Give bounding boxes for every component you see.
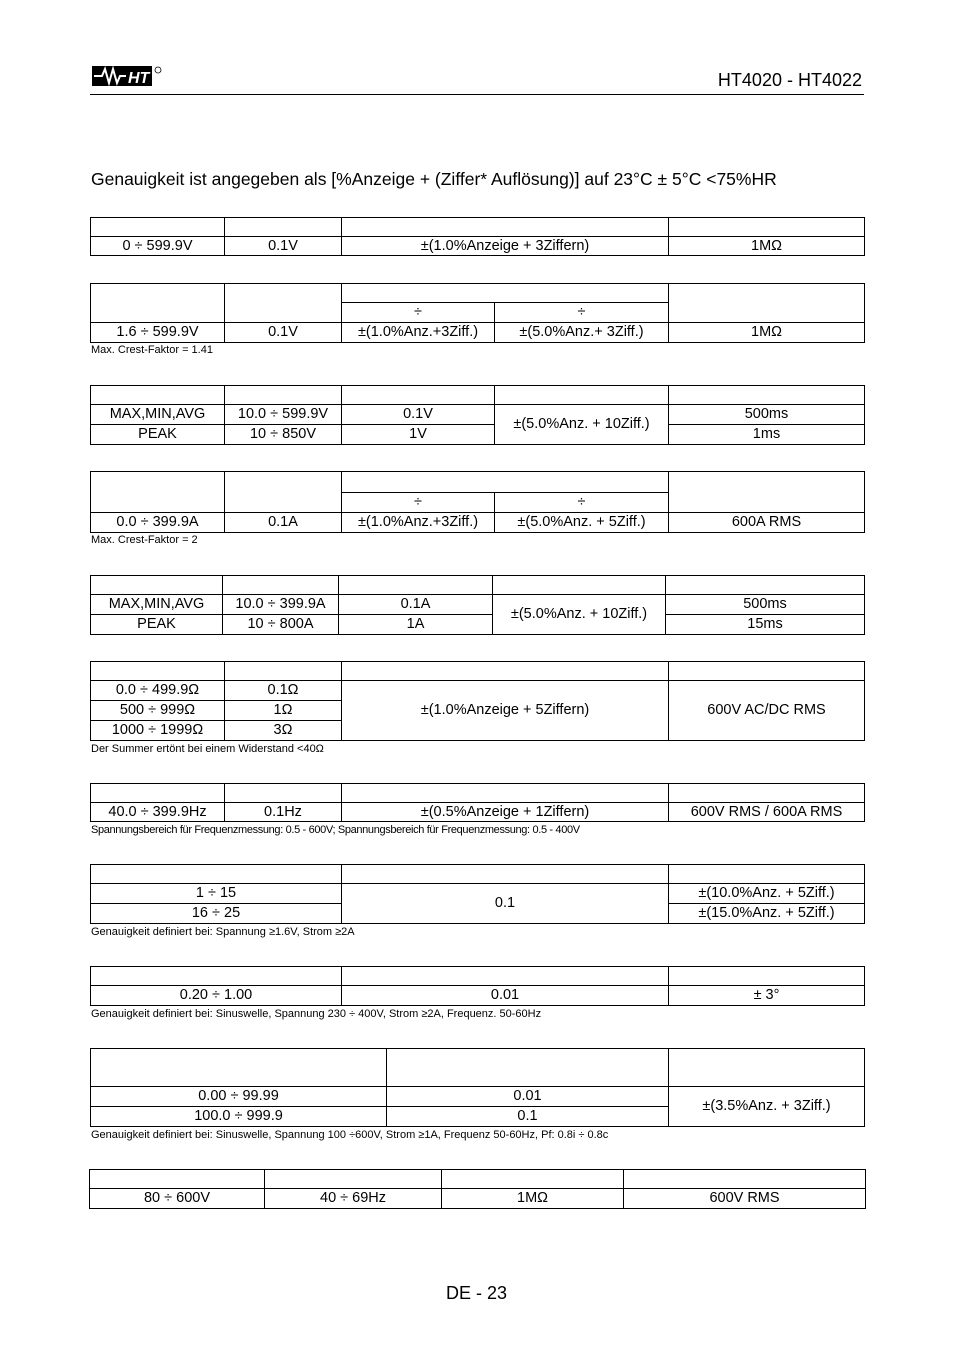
range-cell: 0.0 ÷ 399.9A [91, 513, 225, 533]
protection-cell: 600V RMS [624, 1189, 866, 1209]
header-cell [342, 967, 669, 986]
header-cell [91, 967, 342, 986]
range-cell: 0 ÷ 599.9V [91, 237, 225, 256]
resolution-cell: 0.1V [225, 323, 342, 343]
accuracy-cell: ±(10.0%Anz. + 5Ziff.) [669, 884, 865, 904]
resolution-cell: 0.1V [225, 237, 342, 256]
function-cell: PEAK [91, 615, 223, 635]
impedance-cell: 1MΩ [669, 237, 865, 256]
header-cell [91, 472, 225, 513]
header-cell [339, 576, 493, 595]
header-cell [493, 576, 666, 595]
power-note: Genauigkeit definiert bei: Sinuswelle, Spannung 100 ÷600V, Strom ≥1A, Frequenz 50-60Hz, Pf: 0.8i ÷ 0.8c [91, 1129, 609, 1141]
ht-logo [92, 62, 170, 90]
header-cell [669, 1049, 865, 1087]
accuracy-cell: ±(3.5%Anz. + 3Ziff.) [669, 1087, 865, 1127]
function-cell: PEAK [91, 425, 225, 445]
header-cell [91, 386, 225, 405]
range-cell: 100.0 ÷ 999.9 [91, 1107, 387, 1127]
header-cell [225, 662, 342, 681]
frequency-range-cell: ÷ [342, 493, 495, 513]
header-cell [669, 386, 865, 405]
harmonics-table [90, 864, 865, 924]
crest-factor-note: Max. Crest-Faktor = 2 [91, 534, 198, 546]
frequency-range-cell: ÷ [495, 493, 669, 513]
resolution-cell: 3Ω [225, 721, 342, 741]
resolution-cell: 0.01 [387, 1087, 669, 1107]
header-cell [91, 576, 223, 595]
header-cell [669, 284, 865, 323]
accuracy-cell: ±(5.0%Anz.+ 3Ziff.) [495, 323, 669, 343]
header-cell [90, 1170, 265, 1189]
resolution-cell: 0.1Hz [225, 803, 342, 822]
logo-text: HT [128, 70, 150, 87]
accuracy-cell: ±(1.0%Anzeige + 3Ziffern) [342, 237, 669, 256]
range-cell: 0.0 ÷ 499.9Ω [91, 681, 225, 701]
header-cell [265, 1170, 442, 1189]
ac-voltage-table [90, 283, 865, 343]
resolution-cell: 1A [339, 615, 493, 635]
header-cell [225, 218, 342, 237]
accuracy-cell: ±(5.0%Anz. + 10Ziff.) [495, 405, 669, 445]
protection-cell: 600A RMS [669, 513, 865, 533]
header-cell [669, 472, 865, 513]
resolution-cell: 0.1A [225, 513, 342, 533]
header-cell [91, 218, 225, 237]
accuracy-cell: ±(5.0%Anz. + 5Ziff.) [495, 513, 669, 533]
header-cell [342, 386, 495, 405]
header-cell [342, 284, 669, 303]
harmonics-note: Genauigkeit definiert bei: Spannung ≥1.6V, Strom ≥2A [91, 926, 355, 938]
header-cell [342, 218, 669, 237]
resolution-cell: 0.1V [342, 405, 495, 425]
response-time-cell: 500ms [669, 405, 865, 425]
power-factor-note: Genauigkeit definiert bei: Sinuswelle, Spannung 230 ÷ 400V, Strom ≥2A, Frequenz. 50-60Hz [91, 1008, 542, 1020]
power-factor-table [90, 966, 865, 1006]
resolution-cell: 0.1 [387, 1107, 669, 1127]
range-cell: 1 ÷ 15 [91, 884, 342, 904]
range-cell: 40.0 ÷ 399.9Hz [91, 803, 225, 822]
header-cell [225, 784, 342, 803]
header-cell [91, 662, 225, 681]
page-number: DE - 23 [446, 1283, 508, 1303]
protection-cell: 600V AC/DC RMS [669, 681, 865, 741]
header-cell [669, 865, 865, 884]
impedance-cell: 1MΩ [442, 1189, 624, 1209]
header-cell [91, 784, 225, 803]
range-cell: 0.20 ÷ 1.00 [91, 986, 342, 1006]
protection-cell: 600V RMS / 600A RMS [669, 803, 865, 822]
header-cell [624, 1170, 866, 1189]
current-peak-table [90, 575, 865, 635]
header-cell [91, 284, 225, 323]
range-cell: 10 ÷ 800A [223, 615, 339, 635]
response-time-cell: 15ms [666, 615, 865, 635]
range-cell: 0.00 ÷ 99.99 [91, 1087, 387, 1107]
accuracy-cell: ±(1.0%Anzeige + 5Ziffern) [342, 681, 669, 741]
response-time-cell: 500ms [666, 595, 865, 615]
resolution-cell: 1V [342, 425, 495, 445]
resolution-cell: 1Ω [225, 701, 342, 721]
frequency-note: Spannungsbereich für Frequenzmessung: 0.5 - 600V; Spannungsbereich für Frequenzmessung: 0.5 - 400V [91, 824, 580, 836]
header-cell [225, 472, 342, 513]
header-rule [90, 94, 864, 95]
model-title: HT4020 - HT4022 [717, 70, 862, 90]
range-cell: 1.6 ÷ 599.9V [91, 323, 225, 343]
ac-current-table [90, 471, 865, 533]
header-cell [669, 967, 865, 986]
resolution-cell: 0.01 [342, 986, 669, 1006]
range-cell: 500 ÷ 999Ω [91, 701, 225, 721]
header-cell [342, 662, 669, 681]
voltage-peak-table [90, 385, 865, 445]
range-cell: 10.0 ÷ 599.9V [225, 405, 342, 425]
accuracy-intro: Genauigkeit ist angegeben als [%Anzeige + (Ziffer* Auflösung)] auf 23°C ± 5°C <75%HR [91, 169, 777, 189]
header-cell [223, 576, 339, 595]
crest-factor-note: Max. Crest-Faktor = 1.41 [91, 344, 213, 356]
range-cell: 10.0 ÷ 399.9A [223, 595, 339, 615]
header-cell [669, 218, 865, 237]
accuracy-cell: ±(0.5%Anzeige + 1Ziffern) [342, 803, 669, 822]
header-cell [495, 386, 669, 405]
resolution-cell: 0.1A [339, 595, 493, 615]
header-cell [91, 865, 342, 884]
function-cell: MAX,MIN,AVG [91, 405, 225, 425]
voltage-range-cell: 80 ÷ 600V [90, 1189, 265, 1209]
phase-sequence-table [89, 1169, 866, 1209]
accuracy-cell: ±(5.0%Anz. + 10Ziff.) [493, 595, 666, 635]
header-cell [342, 784, 669, 803]
accuracy-cell: ±(15.0%Anz. + 5Ziff.) [669, 904, 865, 924]
header-cell [225, 284, 342, 323]
frequency-range-cell: ÷ [495, 303, 669, 323]
header-cell [225, 386, 342, 405]
dc-voltage-table [90, 217, 865, 256]
header-cell [342, 472, 669, 493]
impedance-cell: 1MΩ [669, 323, 865, 343]
header-cell [669, 662, 865, 681]
header-cell [91, 1049, 387, 1087]
header-cell [387, 1049, 669, 1087]
accuracy-cell: ± 3° [669, 986, 865, 1006]
response-time-cell: 1ms [669, 425, 865, 445]
frequency-table [90, 783, 865, 822]
resistance-table [90, 661, 865, 741]
frequency-range-cell: ÷ [342, 303, 495, 323]
accuracy-cell: ±(1.0%Anz.+3Ziff.) [342, 513, 495, 533]
header-cell [669, 784, 865, 803]
buzzer-note: Der Summer ertönt bei einem Widerstand <40Ω [91, 743, 324, 755]
frequency-range-cell: 40 ÷ 69Hz [265, 1189, 442, 1209]
resolution-cell: 0.1Ω [225, 681, 342, 701]
accuracy-cell: ±(1.0%Anz.+3Ziff.) [342, 323, 495, 343]
header-cell [342, 865, 669, 884]
resolution-cell: 0.1 [342, 884, 669, 924]
header-cell [442, 1170, 624, 1189]
range-cell: 16 ÷ 25 [91, 904, 342, 924]
function-cell: MAX,MIN,AVG [91, 595, 223, 615]
range-cell: 1000 ÷ 1999Ω [91, 721, 225, 741]
range-cell: 10 ÷ 850V [225, 425, 342, 445]
power-table [90, 1048, 865, 1127]
header-cell [666, 576, 865, 595]
